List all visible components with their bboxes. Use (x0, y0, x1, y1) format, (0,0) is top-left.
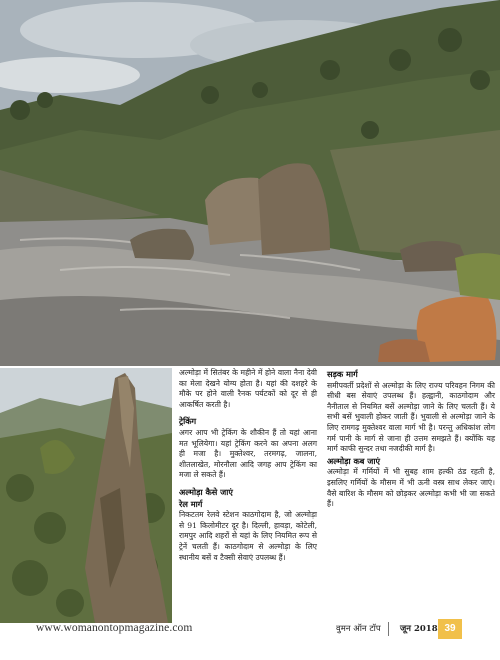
magazine-name: वुमन ऑन टॉप (336, 624, 381, 634)
rock-pinnacle-photo (0, 368, 172, 623)
website-url: www.womanontopmagazine.com (36, 622, 193, 634)
trekking-heading: ट्रेकिंग (179, 416, 197, 427)
road-route-heading: सड़क मार्ग (327, 369, 358, 379)
how-to-reach-heading: अल्मोड़ा कैसे जाएं (179, 486, 233, 497)
issue-date: जून 2018 (400, 624, 438, 634)
when-to-go-heading: अल्मोड़ा कब जाएं (327, 455, 381, 466)
right-text-column (327, 368, 495, 511)
rock-pinnacle-illustration (0, 368, 172, 623)
page-footer (0, 622, 500, 660)
middle-text-column (179, 368, 317, 564)
trekking-paragraph: अगर आप भी ट्रेकिंग के शौकीन हैं तो यहां आना मत भूलियेगा। यहां ट्रेकिंग करने का अपना अलग ही मजा है। मुक्तेश्वर, तरमगढ़, जालना, शीतलाखेत, मोरनौला आदि जगह आप ट्रेकिंग का मजा ले सकते हैं। (179, 427, 317, 480)
footer-divider (388, 622, 389, 636)
rail-route-heading: रेल मार्ग (179, 498, 203, 509)
when-to-go-paragraph: अल्मोड़ा में गर्मियों में भी सुबह शाम हल्की ठंड रहती है, इसलिए गर्मियों के मौसम में भी ऊनी वस्त्र साथ लेकर जाएं। वैसे बारिश के मौसम को छोड़कर अल्मोड़ा कभी भी जा सकते हैं। (327, 467, 495, 509)
festival-paragraph: अल्मोड़ा में सितंबर के महीने में होने वाला नैना देवी का मेला देखने योग्य होता है। यहां की दशहरे के मौके पर होने वाली रैनक पर्यटकों को दूर से ही आकर्षित करती है। (179, 368, 317, 409)
page-number: 39 (438, 619, 462, 639)
road-route-paragraph: समीपवर्ती प्रदेशों से अल्मोड़ा के लिए राज्य परिवहन निगम की सीधी बस सेवाएं उपलब्ध हैं। हल्द्वानी, काठगोदाम और नैनीताल से नियमित बसें अल्मोड़ा जाने के लिए चलती हैं। ये सभी बसें भुवाली होकर जाती हैं। भुवाली से अल्मोड़ा जाने के लिए रामगढ़ मुक्तेश्वर वाला मार्ग भी है। परन्तु अधिकांश लोग गर्म पानी के मार्ग से जाना ही उत्तम समझते हैं। क्योंकि यह मार्ग काफी सुन्दर तथा नजदीकी मार्ग है। (327, 380, 495, 454)
rail-route-paragraph: निकटतम रेलवे स्टेशन काठगोदाम है, जो अल्मोड़ा से 91 किलोमीटर दूर है। दिल्ली, हावड़ा, कोटेली, रामपुर आदि शहरों से यहां के लिए नियमित रूप से ट्रेनें चलती हैं। काठगोदाम से अल्मोड़ा के लिए स्थानीय बसें व टैक्सी सेवाएं उपलब्ध हैं। (179, 510, 317, 562)
